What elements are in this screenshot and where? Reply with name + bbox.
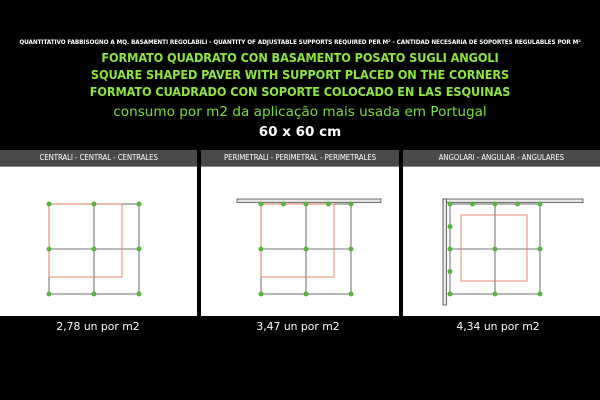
support-point: [447, 269, 452, 274]
support-point: [537, 202, 542, 207]
support-point: [137, 247, 142, 252]
result-central: 2,78 un por m2: [56, 320, 140, 333]
one-square-metre-outline: [49, 204, 122, 277]
perimeter-supports-diagram: [201, 167, 398, 316]
wall-edge: [237, 199, 381, 203]
support-point: [47, 202, 52, 207]
support-point: [304, 247, 309, 252]
panel-perimeter: [201, 150, 398, 316]
one-square-metre-outline: [261, 204, 334, 277]
support-point: [259, 292, 264, 297]
support-point: [349, 247, 354, 252]
header: [0, 0, 600, 148]
support-point: [447, 224, 452, 229]
support-point: [47, 247, 52, 252]
support-point: [304, 202, 309, 207]
support-point: [259, 247, 264, 252]
support-point: [92, 292, 97, 297]
result-corner: 4,34 un por m2: [456, 320, 540, 333]
wall-edge-top: [443, 199, 583, 203]
support-point: [492, 202, 497, 207]
results-row: [0, 316, 600, 340]
support-point: [470, 202, 475, 207]
support-point: [447, 292, 452, 297]
panel-central: [0, 150, 197, 316]
support-point: [304, 292, 309, 297]
central-supports-diagram: [0, 167, 197, 316]
support-point: [492, 247, 497, 252]
result-perimeter: 3,47 un por m2: [256, 320, 340, 333]
support-point: [447, 202, 452, 207]
support-point: [137, 202, 142, 207]
support-point: [137, 292, 142, 297]
support-point: [47, 292, 52, 297]
multilang-title: QUANTITATIVO FABBISOGNO A MQ. BASAMENTI REGOLABILI - QUANTITY OF ADJUSTABLE SUPPORTS REQUIRED PER M² - CANTIDAD NECESARIA DE SOPORTES REGULABLES POR M²: [19, 38, 581, 46]
support-point: [492, 292, 497, 297]
support-point: [92, 247, 97, 252]
diagram-perimeter: [201, 167, 398, 316]
support-point: [349, 292, 354, 297]
panel-label: PERIMETRALI - PERIMETRAL - PERIMETRALES: [201, 150, 398, 167]
support-point: [92, 202, 97, 207]
support-point: [537, 292, 542, 297]
panel-label: CENTRALI - CENTRAL - CENTRALES: [0, 150, 197, 167]
support-point: [326, 202, 331, 207]
support-point: [349, 202, 354, 207]
title-italian: FORMATO QUADRATO CON BASAMENTO POSATO SUGLI ANGOLI: [101, 50, 499, 65]
diagram-central: [0, 167, 197, 316]
diagram-panels: [0, 150, 600, 316]
support-point: [447, 247, 452, 252]
support-point: [281, 202, 286, 207]
wall-edge-left: [443, 199, 447, 305]
panel-label: ANGOLARI - ANGULAR - ANGULARES: [403, 150, 600, 167]
subtitle: consumo por m2 da aplicação mais usada em Portugal: [113, 104, 487, 120]
support-point: [515, 202, 520, 207]
diagram-corner: [403, 167, 600, 316]
support-point: [537, 247, 542, 252]
title-english: SQUARE SHAPED PAVER WITH SUPPORT PLACED ON THE CORNERS: [90, 67, 510, 82]
panel-corner: [403, 150, 600, 316]
support-point: [259, 202, 264, 207]
title-spanish: FORMATO CUADRADO CON SOPORTE COLOCADO EN LAS ESQUINAS: [89, 84, 511, 99]
corner-supports-diagram: [403, 167, 600, 316]
paver-size: 60 x 60 cm: [258, 124, 342, 140]
